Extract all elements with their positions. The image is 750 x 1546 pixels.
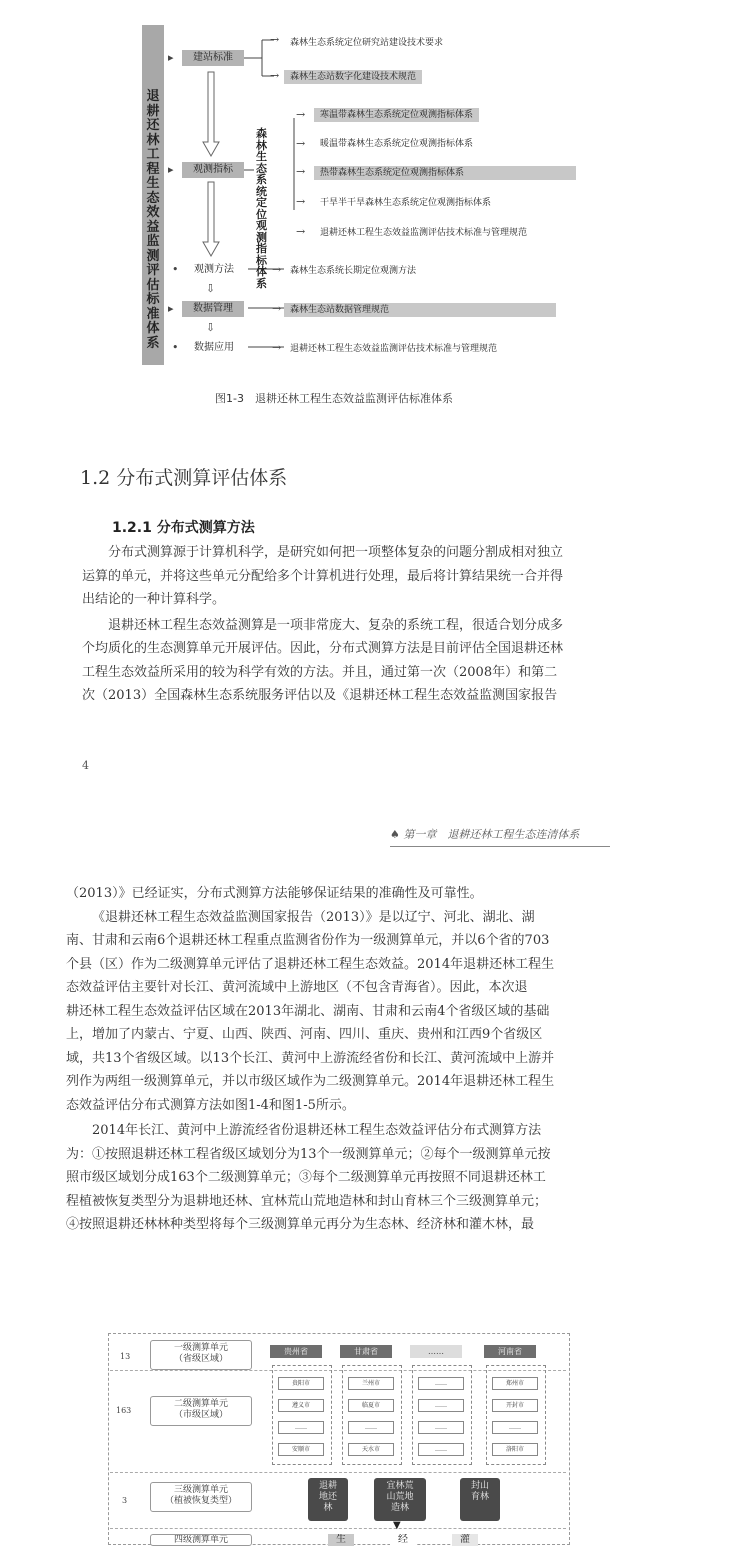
forest-type-box: 生 xyxy=(328,1534,354,1546)
text-line: 上，增加了内蒙古、宁夏、山西、陕西、河南、四川、重庆、贵州和江西9个省级区 xyxy=(66,1027,543,1042)
indicator-item: 退耕还林工程生态效益监测评估技术标准与管理规范 xyxy=(320,228,528,238)
separator xyxy=(110,1528,566,1529)
arrow-icon: • xyxy=(172,341,179,354)
province-box: 甘肃省 xyxy=(340,1345,392,1358)
city-box: 郑州市 xyxy=(492,1377,538,1390)
level-4-box: 四级测算单元 xyxy=(150,1534,252,1546)
arrow-icon: → xyxy=(272,263,282,276)
section-heading: 1.2 分布式测算评估体系 xyxy=(80,467,288,489)
figure-1-3-caption: 图1-3 退耕还林工程生态效益监测评估标准体系 xyxy=(215,392,453,405)
indicator-group-label: 森林生态系统定位观测指标体系 xyxy=(256,127,267,290)
city-box: 安顺市 xyxy=(278,1443,324,1456)
left-item-indicators: 观测指标 xyxy=(182,162,244,178)
unit-count: 13 xyxy=(120,1352,131,1361)
arrow-icon: → xyxy=(296,137,306,150)
city-box: …… xyxy=(348,1421,394,1434)
text-line: （2013）》已经证实，分布式测算方法能够保证结果的准确性及可靠性。 xyxy=(66,886,483,901)
arrow-icon: → xyxy=(272,302,282,315)
arrow-icon: • xyxy=(172,263,179,276)
standard-item: 森林生态系统定位研究站建设技术要求 xyxy=(290,38,444,48)
left-item-application: 数据应用 xyxy=(194,342,234,353)
page-number: 4 xyxy=(82,759,89,772)
city-box: 贵阳市 xyxy=(278,1377,324,1390)
text-line: 为：①按照退耕还林工程省级区域划分为13个一级测算单元；②每个一级测算单元按 xyxy=(66,1146,551,1162)
arrow-icon: → xyxy=(296,225,306,238)
text-line: 次（2013）全国森林生态系统服务评估以及《退耕还林工程生态效益监测国家报告 xyxy=(82,688,558,703)
arrow-icon: ▸ xyxy=(168,51,174,64)
data-item: 森林生态站数据管理规范 xyxy=(284,303,556,317)
leaf-icon: ♠ xyxy=(390,828,404,841)
arrow-icon: → xyxy=(270,69,280,82)
province-box: …… xyxy=(410,1345,462,1358)
level-3-box: 三级测算单元 （植被恢复类型） xyxy=(150,1482,252,1512)
province-box: 贵州省 xyxy=(270,1345,322,1358)
text-line: 南、甘肃和云南6个退耕还林工程重点监测省份作为一级测算单元，并以6个省的703 xyxy=(66,933,550,948)
city-box: …… xyxy=(418,1399,464,1412)
text-line: 域，共13个省级区域。以13个长江、黄河中上游流经省份和长江、黄河流域中上游并 xyxy=(66,1050,555,1066)
city-box: 天水市 xyxy=(348,1443,394,1456)
paragraph xyxy=(66,882,614,906)
forest-type-box: 灌 xyxy=(452,1534,478,1546)
down-arrow-icon xyxy=(200,180,222,260)
text-line: 《退耕还林工程生态效益监测国家报告（2013）》是以辽宁、河北、湖北、湖 xyxy=(92,909,535,925)
page5-body xyxy=(66,882,614,1237)
city-box: …… xyxy=(492,1421,538,1434)
page4-body xyxy=(82,541,630,708)
separator xyxy=(110,1472,566,1473)
paragraph xyxy=(82,541,630,612)
city-box: …… xyxy=(418,1443,464,1456)
arrow-icon: → xyxy=(296,108,306,121)
text-line: 工程生态效益所采用的较为科学有效的方法。并且，通过第一次（2008年）和第二 xyxy=(82,664,558,680)
city-box: 遵义市 xyxy=(278,1399,324,1412)
text-line: 分布式测算源于计算机科学，是研究如何把一项整体复杂的问题分割成相对独立 xyxy=(108,545,564,560)
figure-1-3-vertical-label: 退耕还林工程生态效益监测评估标准体系 xyxy=(146,89,160,351)
city-box: 开封市 xyxy=(492,1399,538,1412)
left-item-data: 数据管理 xyxy=(182,301,244,317)
city-box: …… xyxy=(278,1421,324,1434)
running-header xyxy=(390,826,579,842)
standard-item: 森林生态站数字化建设技术规范 xyxy=(284,70,422,84)
text-line: 照市级区域划分成163个二级测算单元；③每个二级测算单元再按照不同退耕还林工 xyxy=(66,1170,546,1185)
indicator-item: 干旱半干旱森林生态系统定位观测指标体系 xyxy=(320,198,492,208)
text-line: 个县（区）作为二级测算单元评估了退耕还林工程生态效益。2014年退耕还林工程生 xyxy=(66,956,555,972)
left-item-method: 观测方法 xyxy=(194,264,234,275)
down-arrow-icon: ⇩ xyxy=(206,282,216,295)
indicator-item: 热带森林生态系统定位观测指标体系 xyxy=(314,166,576,180)
city-box: …… xyxy=(418,1377,464,1390)
method-item: 森林生态系统长期定位观测方法 xyxy=(290,266,417,276)
text-line: 列作为两组一级测算单元，并以市级区域作为二级测算单元。2014年退耕还林工程生 xyxy=(66,1074,555,1089)
text-line: 退耕还林工程生态效益测算是一项非常庞大、复杂的系统工程，很适合划分成多 xyxy=(108,617,564,633)
vegetation-type-box: 宜林荒 山荒地 造林 xyxy=(374,1478,426,1521)
indicator-item: 暖温带森林生态系统定位观测指标体系 xyxy=(320,139,474,149)
paragraph xyxy=(66,906,614,1118)
vegetation-type-box: 封山 育林 xyxy=(460,1478,500,1521)
text-line: 态效益评估分布式测算方法如图1-4和图1-5所示。 xyxy=(66,1097,355,1113)
paragraph xyxy=(66,1119,614,1237)
subsection-heading: 1.2.1 分布式测算方法 xyxy=(112,520,255,536)
vegetation-type-box: 退耕 地还 林 xyxy=(308,1478,348,1521)
city-box: 临夏市 xyxy=(348,1399,394,1412)
running-header-text: 第一章 退耕还林工程生态连清体系 xyxy=(403,828,580,841)
arrow-icon: → xyxy=(272,341,282,354)
left-item-standard: 建站标准 xyxy=(182,50,244,66)
unit-count: 163 xyxy=(116,1406,132,1415)
city-box: …… xyxy=(418,1421,464,1434)
application-item: 退耕还林工程生态效益监测评估技术标准与管理规范 xyxy=(290,344,498,354)
level-1-box: 一级测算单元 （省级区域） xyxy=(150,1340,252,1370)
text-line: 个均质化的生态测算单元开展评估。因此，分布式测算方法是目前评估全国退耕还林 xyxy=(82,641,564,656)
text-line: 态效益评估主要针对长江、黄河流域中上游地区（不包含青海省）。因此，本次退 xyxy=(66,980,528,995)
down-arrow-icon: ⇩ xyxy=(206,321,216,334)
arrow-icon: ▸ xyxy=(168,163,174,176)
arrow-icon: → xyxy=(296,195,306,208)
arrow-icon: → xyxy=(270,33,280,46)
text-line: 出结论的一种计算科学。 xyxy=(82,592,226,607)
forest-type-box: 经 xyxy=(390,1534,416,1546)
text-line: 运算的单元，并将这些单元分配给多个计算机进行处理，最后将计算结果统一合并得 xyxy=(82,568,564,584)
level-2-box: 二级测算单元 （市级区域） xyxy=(150,1396,252,1426)
arrow-icon: → xyxy=(296,165,306,178)
text-line: ④按照退耕还林林种类型将每个三级测算单元再分为生态林、经济林和灌木林，最 xyxy=(66,1217,535,1232)
unit-count: 3 xyxy=(122,1496,128,1505)
header-rule xyxy=(390,846,610,847)
text-line: 程植被恢复类型分为退耕地还林、宜林荒山荒地造林和封山育林三个三级测算单元； xyxy=(66,1193,548,1209)
indicator-item: 寒温带森林生态系统定位观测指标体系 xyxy=(314,108,479,122)
down-arrow-icon: ▼ xyxy=(393,1520,401,1531)
text-line: 2014年长江、黄河中上游流经省份退耕还林工程生态效益评估分布式测算方法 xyxy=(92,1123,542,1138)
arrow-icon: ▸ xyxy=(168,302,174,315)
city-box: 洛阳市 xyxy=(492,1443,538,1456)
city-box: 兰州市 xyxy=(348,1377,394,1390)
province-box: 河南省 xyxy=(484,1345,536,1358)
paragraph xyxy=(82,614,630,708)
down-arrow-icon xyxy=(200,70,222,160)
text-line: 耕还林工程生态效益评估区域在2013年湖北、湖南、甘肃和云南4个省级区域的基础 xyxy=(66,1003,550,1019)
